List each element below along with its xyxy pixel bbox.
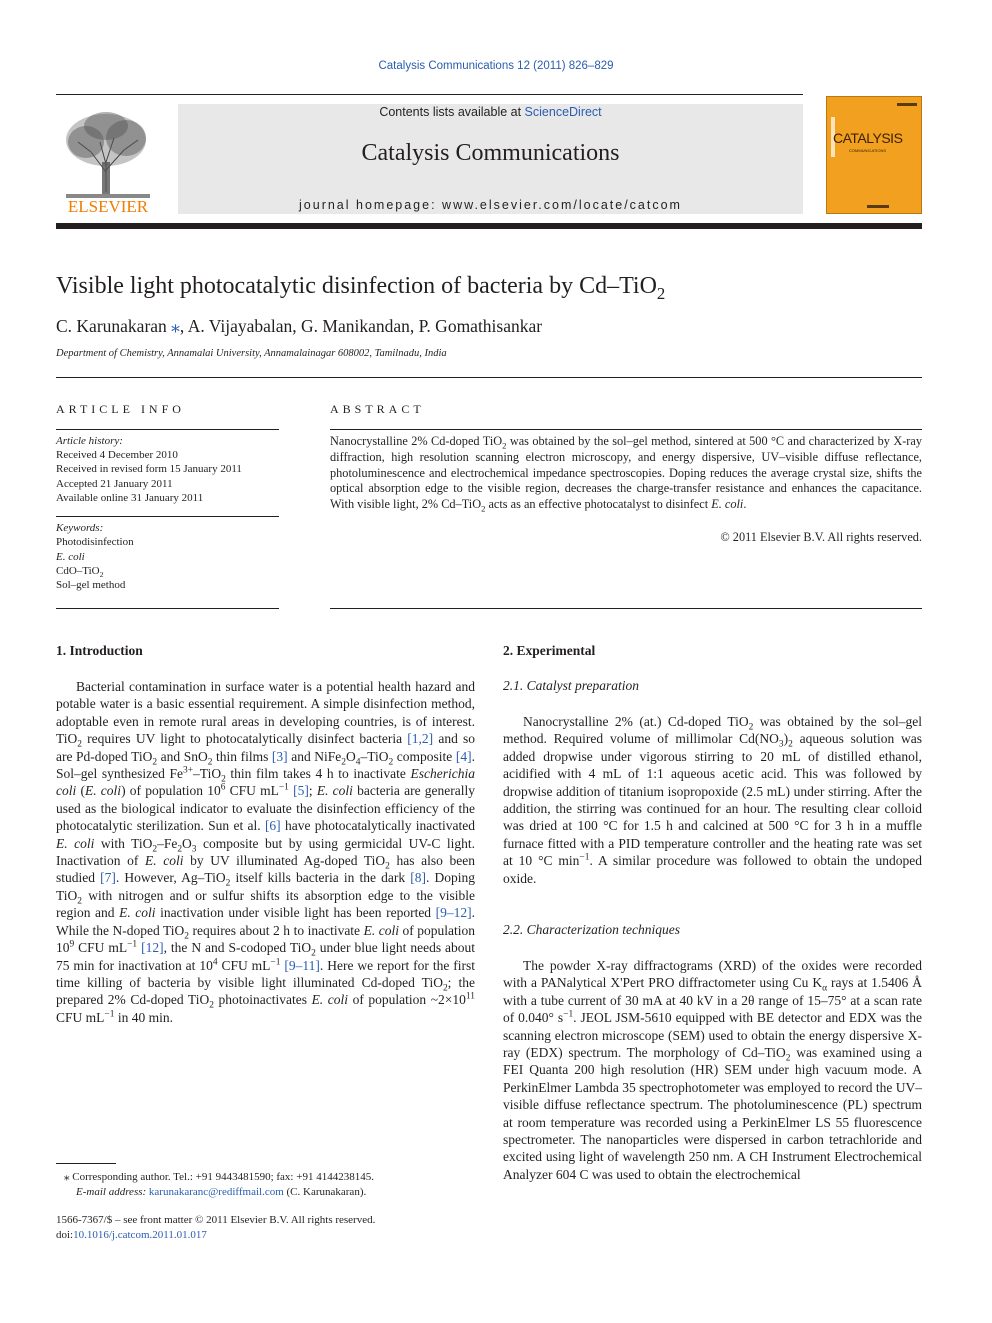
keyword-item: Photodisinfection	[56, 536, 134, 549]
catalyst-preparation-text: Nanocrystalline 2% (at.) Cd-doped TiO$_2$ was obtained by the sol–gel method. Required volume of millimolar $Cd(NO_3)_2$ aqueous solution was added dropwise under vigorous stirring to 20 mL of distilled ethanol, acidified with 4 mL of 1:1 aqueous acetic acid. This was followed by dropwise addition of titanium isopropoxide (2.5 mL) under stirring. After the addition, the stirring was continued for an hour. The resulting clear colloid was dried at 100 °C for 1.5 h and calcined at 500 °C for 3 h in a muffle furnace fitted with a PID temperature controller and the heating rate was set at 10 °C $\min^{-1}$. A similar procedure was followed to obtain the undoped oxide.	[503, 714, 922, 886]
characterization-heading: 2.2. Characterization techniques	[503, 922, 680, 937]
citation-link[interactable]: [4]	[455, 748, 472, 764]
article-info-rule-bottom	[56, 608, 279, 609]
corresponding-author-footnote	[56, 1170, 476, 1200]
cover-title: CATALYSIS	[833, 130, 903, 146]
issn-block	[56, 1213, 476, 1243]
journal-cover	[826, 96, 922, 214]
author-1: C. Karunakaran	[56, 316, 167, 336]
doi-line	[56, 1228, 476, 1243]
email-suffix: (C. Karunakaran).	[283, 1186, 367, 1198]
introduction-heading: 1. Introduction	[56, 643, 143, 658]
contents-prefix: Contents lists available at	[379, 105, 525, 119]
contents-line	[178, 105, 803, 119]
email-link[interactable]: karunakaranc@rediffmail.com	[148, 1186, 284, 1198]
citation-link[interactable]: [7]	[100, 870, 116, 886]
journal-homepage	[178, 198, 803, 212]
citation-link[interactable]: [1,2]	[407, 731, 434, 747]
citation-link[interactable]: [8]	[410, 870, 426, 886]
history-accepted: Accepted 21 January 2011	[56, 477, 173, 490]
history-label: Article history:	[56, 435, 123, 447]
article-info-rule-mid	[56, 516, 279, 517]
journal-reference[interactable]: Catalysis Communications 12 (2011) 826–829	[378, 60, 614, 72]
article-history	[56, 434, 279, 505]
affiliation: Department of Chemistry, Annamalai University, Annamalainagar 608002, Tamilnadu, India	[56, 348, 447, 359]
abstract-copyright: © 2011 Elsevier B.V. All rights reserved.	[720, 530, 922, 544]
elsevier-logo	[56, 102, 160, 214]
elsevier-wordmark: ELSEVIER	[67, 197, 149, 214]
cover-mark-bottom	[867, 205, 889, 208]
citation-link[interactable]: [5]	[293, 783, 309, 799]
footnote-email	[56, 1185, 476, 1200]
keyword-item: E. coli	[56, 550, 85, 563]
cover-subtitle: COMMUNICATIONS	[849, 148, 887, 153]
article-title: Visible light photocatalytic disinfection of bacteria by Cd–TiO$_2$	[56, 273, 666, 303]
experimental-heading: 2. Experimental	[503, 643, 596, 658]
top-rule	[56, 94, 803, 95]
abstract-rule-top	[330, 429, 922, 430]
article-info-rule-top	[56, 429, 279, 430]
footnote-contact: ⁎ Corresponding author. Tel.: +91 9443481590; fax: +91 4144238145.	[64, 1171, 374, 1183]
keyword-item: Sol–gel method	[56, 579, 126, 592]
header-thick-rule	[56, 223, 922, 229]
characterization-text: The powder X-ray diffractograms (XRD) of the oxides were recorded with a PANalytical X'Pert PRO diffractometer using Cu $K_\alpha$ rays at 1.5406 Å with a tube current of 30 mA at 40 kV in a 2θ range of 15–75° at a scan rate of 0.040° $s^{-1}$. JEOL JSM-5610 equipped with BE detector and EDX was the scanning electron microscope (SEM) used to obtain the energy dispersive X-ray (EDX) spectrum. The morphology of Cd–TiO$_2$ was examined using a FEI Quanta 200 high resolution (HR) SEM under high vacuum mode. A PerkinElmer Lambda 35 spectrophotometer was employed to record the UV–visible diffuse reflectance spectrum. The photoluminescence (PL) spectrum at room temperature was recorded using a PerkinElmer LS 55 fluorescence spectrometer. The nanoparticles were dispersed in carbon tetrachloride and excited using light of wavelength 250 nm. A CH Instrument Electrochemical Analyzer 604 C was used to obtain the electrochemical	[503, 958, 922, 1182]
doi-link[interactable]: 10.1016/j.catcom.2011.01.017	[73, 1229, 207, 1241]
introduction-text: Bacterial contamination in surface water is a potential health hazard and potable water is a basic essential requirement. A simple disinfection method, adoptable even in remote rural areas in developing countries, is of interest. TiO$_2$ requires UV light to photocatalytically disinfect bacteria [1,2] and so are Pd-doped TiO$_2$ and SnO$_2$ thin films [3] and $NiFe_2O_4-TiO_2$ composite [4]. Sol–gel synthesized $Fe^{3+}-TiO_2$ thin film takes 4 h to inactivate Escherichia coli (E. coli) of population $10^6$ CFU $mL^{-1}$ [5]; E. coli bacteria are generally used as the biological indicator to evaluate the disinfection efficiency of the photocatalytic sterilization. Sun et al. [6] have photocatalytically inactivated E. coli with $TiO_2-Fe_2O_3$ composite but by using germicidal UV-C light. Inactivation of E. coli by UV illuminated Ag-doped TiO$_2$ has also been studied [7]. However, Ag–TiO$_2$ itself kills bacteria in the dark [8]. Doping TiO$_2$ with nitrogen and or sulfur shifts its absorption edge to the visible region and E. coli inactivation under visible light has been reported [9–12]. While the N-doped TiO$_2$ requires about 2 h to inactivate E. coli of population $10^9$ CFU $mL^{-1}$ [12], the N and S-codoped TiO$_2$ under blue light needs about 75 min for inactivation at $10^4$ CFU $mL^{-1}$ [9–11]. Here we report for the first time killing of bacteria by visible light illuminated Cd-doped TiO$_2$; the prepared 2% Cd-doped TiO$_2$ photoinactivates E. coli of population $\sim 2\times 10^{11}$ CFU $mL^{-1}$ in 40 min.	[56, 679, 476, 1025]
citation-link[interactable]: [6]	[264, 818, 281, 834]
keywords-label: Keywords:	[56, 522, 104, 534]
abstract-rule-bottom	[330, 608, 922, 609]
citation-link[interactable]: [3]	[271, 748, 288, 764]
history-received: Received 4 December 2010	[56, 449, 178, 462]
history-online: Available online 31 January 2011	[56, 491, 204, 504]
other-authors: , A. Vijayabalan, G. Manikandan, P. Gomathisankar	[179, 316, 543, 336]
issn-line: 1566-7367/$ – see front matter © 2011 Elsevier B.V. All rights reserved.	[56, 1214, 376, 1226]
homepage-prefix: journal homepage:	[299, 198, 443, 212]
keywords	[56, 521, 279, 592]
sciencedirect-link[interactable]: ScienceDirect	[524, 105, 602, 119]
homepage-url[interactable]: www.elsevier.com/locate/catcom	[442, 198, 682, 212]
footnote-rule	[56, 1163, 116, 1164]
corresponding-author-marker[interactable]: ⁎	[171, 316, 180, 336]
doi-prefix: doi:	[56, 1229, 74, 1241]
abstract-text: Nanocrystalline 2% Cd-doped TiO$_2$ was obtained by the sol–gel method, sintered at 500 °C and characterized by X-ray diffraction, high resolution scanning electron microscopy, and energy dispersive, UV–visible diffuse reflectance, photoluminescence and electrochemical impedance spectroscopies. Doping reduces the average crystal size, shifts the optical absorption edge to the visible region, decreases the charge-transfer resistance and enhances the capacitance. With visible light, 2% Cd–TiO$_2$ acts as an effective photocatalyst to disinfect E. coli.	[330, 434, 922, 514]
abstract-heading: ABSTRACT	[330, 402, 425, 416]
citation-link[interactable]: [12]	[141, 940, 164, 956]
cover-mark	[897, 103, 917, 106]
keyword-item: CdO–TiO$_2$	[56, 564, 104, 580]
history-revised: Received in revised form 15 January 2011	[56, 463, 242, 476]
article-info-heading: ARTICLE INFO	[56, 402, 185, 416]
elsevier-tree-icon	[56, 102, 160, 214]
journal-name: Catalysis Communications	[361, 140, 620, 166]
citation-link[interactable]: [9–11]	[284, 957, 320, 973]
catalyst-preparation-heading: 2.1. Catalyst preparation	[503, 678, 640, 693]
affiliation-rule	[56, 377, 922, 378]
email-label: E-mail address:	[76, 1186, 149, 1198]
citation-link[interactable]: [9–12]	[435, 905, 472, 921]
author-list	[56, 316, 542, 337]
